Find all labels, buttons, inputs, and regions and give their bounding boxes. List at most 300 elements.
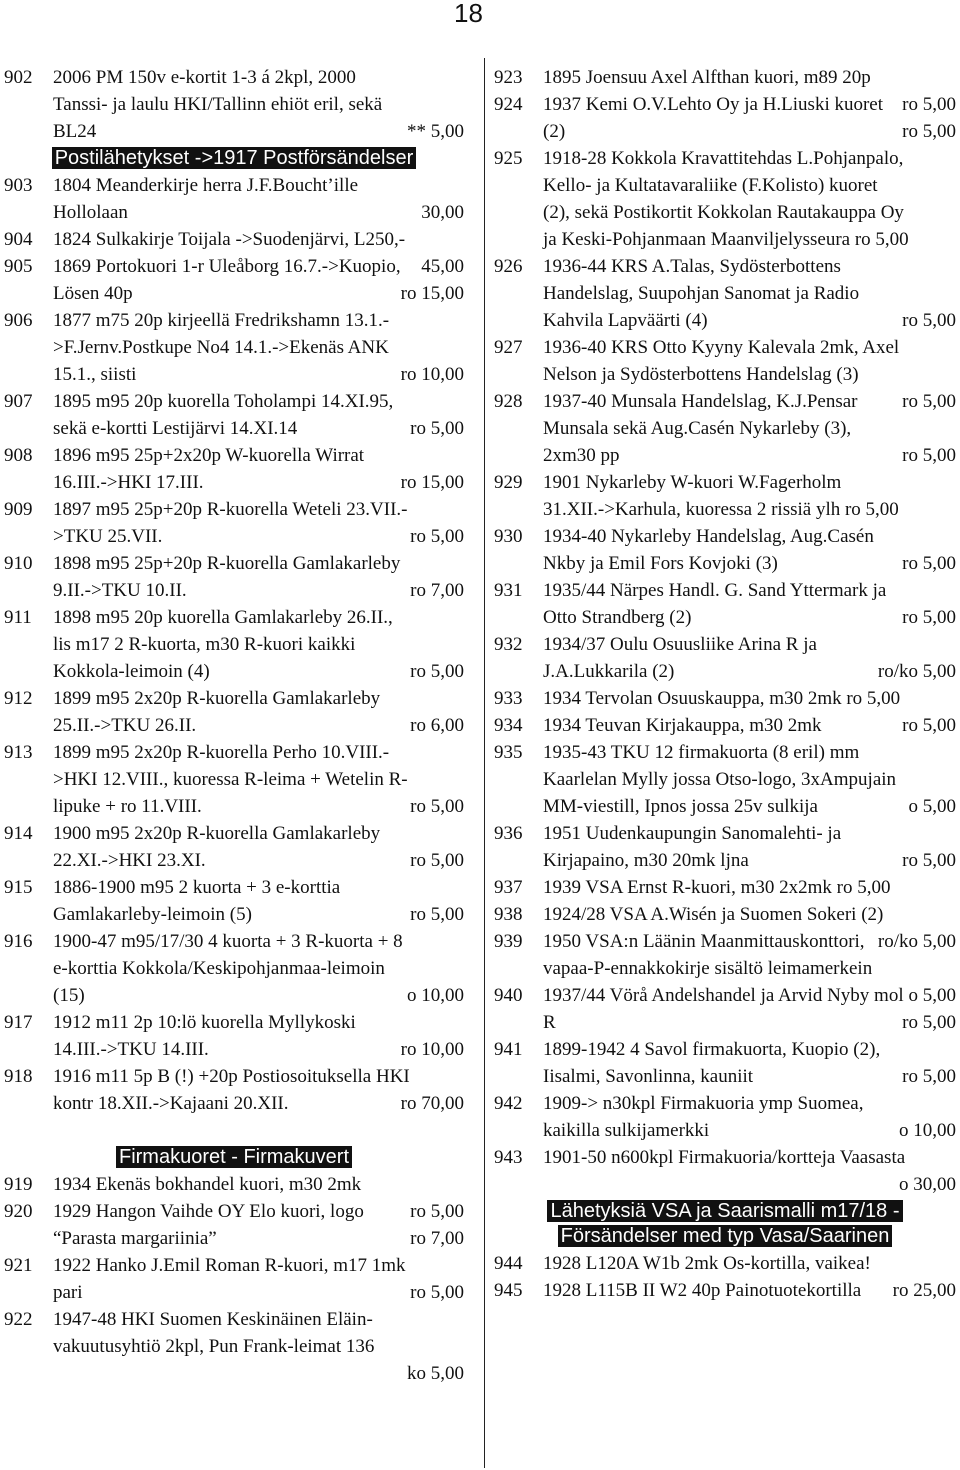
- lot-text: 1895 m95 20p kuorella Toholampi 14.XI.95,: [53, 391, 394, 412]
- section-heading-text: Lähetyksiä VSA ja Saarismalli m17/18 -: [547, 1200, 902, 1222]
- lot-text: 1886-1900 m95 2 kuorta + 3 e-korttia: [53, 877, 341, 898]
- lot-text: 1937/44 Vörå Andelshandel ja Arvid Nyby mol: [543, 985, 904, 1006]
- lot-number: 933: [494, 688, 523, 709]
- lot-number: 942: [494, 1093, 523, 1114]
- lot-number: 912: [4, 688, 33, 709]
- lot-entry: [4, 388, 464, 442]
- lot-text: 1934 Ekenäs bokhandel kuori, m30 2mk: [53, 1174, 362, 1195]
- lot-line: [53, 739, 464, 766]
- lot-text: 1899-1942 4 Savol firmakuorta, Kuopio (2),: [543, 1039, 881, 1060]
- lot-text: vakuutusyhtiö 2kpl, Pun Frank-leimat 136: [53, 1336, 375, 1357]
- lot-line: [53, 1225, 464, 1252]
- section-heading-text: Postilähetykset ->1917 Postförsändelser: [52, 147, 417, 169]
- lot-number: 926: [494, 256, 523, 277]
- lot-price: ro 5,00: [902, 607, 956, 628]
- lot-line: [543, 1144, 956, 1171]
- lot-number: 936: [494, 823, 523, 844]
- lot-line: [53, 469, 464, 496]
- lot-price: ** 5,00: [407, 121, 464, 142]
- lot-line: [53, 226, 464, 253]
- lot-line: [543, 118, 956, 145]
- lot-line: [53, 1009, 464, 1036]
- lot-line: [543, 658, 956, 685]
- lot-entry: [494, 1144, 956, 1195]
- lot-text: ja Keski-Pohjanmaan Maanviljelysseura ro 5,00: [543, 229, 909, 250]
- lot-text: 1922 Hanko J.Emil Roman R-kuori, m17 1mk: [53, 1255, 406, 1276]
- lot-text: Nkby ja Emil Fors Kovjoki (3): [543, 553, 778, 574]
- lot-line: [53, 361, 464, 388]
- lot-entry: [4, 1063, 464, 1117]
- lot-line: [53, 199, 464, 226]
- lot-price: o 5,00: [908, 796, 956, 817]
- lot-text: 1918-28 Kokkola Kravattitehdas L.Pohjanpalo,: [543, 148, 904, 169]
- lot-number: 917: [4, 1012, 33, 1033]
- lot-line: [543, 280, 956, 307]
- lot-price: o 5,00: [908, 985, 956, 1006]
- lot-line: [53, 118, 464, 145]
- lot-line: [53, 172, 464, 199]
- lot-number: 930: [494, 526, 523, 547]
- lot-entry: [494, 712, 956, 739]
- lot-text: 1900 m95 2x20p R-kuorella Gamlakarleby: [53, 823, 381, 844]
- lot-line: [543, 334, 956, 361]
- lot-line: [543, 550, 956, 577]
- lot-number: 943: [494, 1147, 523, 1168]
- lot-text: Nelson ja Sydösterbottens Handelslag (3): [543, 364, 859, 385]
- lot-entry: [494, 1036, 956, 1090]
- lot-entry: [494, 739, 956, 820]
- lot-line: [543, 388, 956, 415]
- lot-line: [543, 1277, 956, 1304]
- lot-line: [53, 550, 464, 577]
- lot-number: 909: [4, 499, 33, 520]
- lot-line: [53, 1333, 464, 1360]
- lot-price: ro 15,00: [400, 283, 464, 304]
- lot-text: 1909-> n30kpl Firmakuoria ymp Suomea,: [543, 1093, 864, 1114]
- lot-line: [543, 361, 956, 388]
- lot-number: 939: [494, 931, 523, 952]
- lot-entry: [494, 982, 956, 1036]
- lot-entry: [494, 1090, 956, 1144]
- lot-number: 937: [494, 877, 523, 898]
- lot-line: [543, 1036, 956, 1063]
- left-column: [4, 64, 464, 1387]
- lot-line: [543, 712, 956, 739]
- lot-price: ro 5,00: [410, 1201, 464, 1222]
- lot-number: 927: [494, 337, 523, 358]
- lot-line: [53, 253, 464, 280]
- lot-text: 1824 Sulkakirje Toijala ->Suodenjärvi, L250,-: [53, 229, 406, 250]
- lot-text: 1898 m95 25p+20p R-kuorella Gamlakarleby: [53, 553, 401, 574]
- lot-number: 913: [4, 742, 33, 763]
- lot-line: [53, 820, 464, 847]
- lot-number: 907: [4, 391, 33, 412]
- lot-text: Lösen 40p: [53, 283, 133, 304]
- lot-price: ro 10,00: [400, 364, 464, 385]
- lot-number: 925: [494, 148, 523, 169]
- lot-line: [53, 577, 464, 604]
- lot-entry: [4, 739, 464, 820]
- lot-text: 22.XI.->HKI 23.XI.: [53, 850, 206, 871]
- lot-text: 16.III.->HKI 17.III.: [53, 472, 204, 493]
- lot-text: 1912 m11 2p 10:lö kuorella Myllykoski: [53, 1012, 356, 1033]
- lot-line: [53, 847, 464, 874]
- lot-price: ro 7,00: [410, 580, 464, 601]
- lot-text: 1916 m11 5p B (!) +20p Postiosoituksella HKI: [53, 1066, 410, 1087]
- lot-line: [543, 307, 956, 334]
- lot-price: ro 10,00: [400, 1039, 464, 1060]
- lot-line: [53, 604, 464, 631]
- lot-text: R: [543, 1012, 556, 1033]
- lot-line: [53, 658, 464, 685]
- lot-number: 906: [4, 310, 33, 331]
- lot-text: 1896 m95 25p+2x20p W-kuorella Wirrat: [53, 445, 365, 466]
- lot-line: [543, 496, 956, 523]
- lot-line: [543, 766, 956, 793]
- lot-line: [53, 496, 464, 523]
- lot-price: ro 5,00: [410, 1282, 464, 1303]
- lot-price: ro 5,00: [410, 850, 464, 871]
- lot-entry: [4, 1009, 464, 1063]
- lot-number: 918: [4, 1066, 33, 1087]
- lot-price: ro 6,00: [410, 715, 464, 736]
- lot-text: “Parasta margariinia”: [53, 1228, 217, 1249]
- lot-number: 945: [494, 1280, 523, 1301]
- lot-line: [53, 1252, 464, 1279]
- lot-number: 910: [4, 553, 33, 574]
- lot-text: 1936-44 KRS A.Talas, Sydösterbottens: [543, 256, 841, 277]
- lot-line: [53, 982, 464, 1009]
- lot-text: 1895 Joensuu Axel Alfthan kuori, m89 20p: [543, 67, 871, 88]
- lot-text: 1934 Teuvan Kirjakauppa, m30 2mk: [543, 715, 822, 736]
- lot-number: 908: [4, 445, 33, 466]
- lot-price: ro/ko 5,00: [877, 931, 956, 952]
- lot-price: ro 5,00: [902, 553, 956, 574]
- lot-entry: [4, 928, 464, 1009]
- lot-text: 15.1., siisti: [53, 364, 137, 385]
- lot-price: ro 5,00: [410, 661, 464, 682]
- lot-text: 1924/28 VSA A.Wisén ja Suomen Sokeri (2): [543, 904, 884, 925]
- lot-price: 45,00: [421, 256, 464, 277]
- lot-text: 1929 Hangon Vaihde OY Elo kuori, logo: [53, 1201, 364, 1222]
- lot-line: [543, 847, 956, 874]
- lot-line: [543, 955, 956, 982]
- lot-text: 1950 VSA:n Läänin Maanmittauskonttori,: [543, 931, 865, 952]
- lot-line: [543, 1250, 956, 1277]
- lot-price: ro 5,00: [410, 796, 464, 817]
- lot-line: [53, 1090, 464, 1117]
- lot-entry: [494, 253, 956, 334]
- lot-price: ro 7,00: [410, 1228, 464, 1249]
- lot-text: 1937 Kemi O.V.Lehto Oy ja H.Liuski kuoret: [543, 94, 884, 115]
- lot-entry: [494, 469, 956, 523]
- lot-entry: [4, 1252, 464, 1306]
- lot-text: 1900-47 m95/17/30 4 kuorta + 3 R-kuorta + 8: [53, 931, 403, 952]
- lot-entry: [4, 1306, 464, 1384]
- lot-entry: [494, 685, 956, 712]
- lot-line: [543, 64, 956, 91]
- lot-text: 1934-40 Nykarleby Handelslag, Aug.Casén: [543, 526, 874, 547]
- lot-text: 1937-40 Munsala Handelslag, K.J.Pensar: [543, 391, 858, 412]
- lot-text: 1897 m95 25p+20p R-kuorella Weteli 23.VII.-: [53, 499, 408, 520]
- lot-text: 1936-40 KRS Otto Kyyny Kalevala 2mk, Axel: [543, 337, 900, 358]
- lot-price: ro 25,00: [892, 1280, 956, 1301]
- lot-line: [543, 982, 956, 1009]
- lot-line: [53, 793, 464, 820]
- lot-text: Kello- ja Kultatavaraliike (F.Kolisto) kuoret: [543, 175, 878, 196]
- lot-number: 904: [4, 229, 33, 250]
- lot-text: 1901-50 n600kpl Firmakuoria/kortteja Vaasasta: [543, 1147, 906, 1168]
- lot-line: [543, 1063, 956, 1090]
- lot-text: e-korttia Kokkola/Keskipohjanmaa-leimoin: [53, 958, 385, 979]
- lot-entry: [494, 631, 956, 685]
- lot-entry: [4, 1198, 464, 1252]
- lot-text: >F.Jernv.Postkupe No4 14.1.->Ekenäs ANK: [53, 337, 389, 358]
- section-heading: [4, 145, 464, 172]
- lot-number: 938: [494, 904, 523, 925]
- lot-line: [53, 334, 464, 361]
- lot-line: [543, 442, 956, 469]
- lot-text: Iisalmi, Savonlinna, kauniit: [543, 1066, 754, 1087]
- lot-number: 903: [4, 175, 33, 196]
- lot-line: [543, 91, 956, 118]
- lot-line: [543, 523, 956, 550]
- lot-entry: [4, 253, 464, 307]
- lot-entry: [494, 820, 956, 874]
- lot-text: sekä e-kortti Lestijärvi 14.XI.14: [53, 418, 298, 439]
- lot-number: 931: [494, 580, 523, 601]
- lot-price: ro 15,00: [400, 472, 464, 493]
- lot-line: [543, 172, 956, 199]
- lot-text: 25.II.->TKU 26.II.: [53, 715, 197, 736]
- lot-price: ro 5,00: [902, 1066, 956, 1087]
- lot-line: [543, 685, 956, 712]
- lot-text: >TKU 25.VII.: [53, 526, 163, 547]
- lot-line: [543, 874, 956, 901]
- lot-line: [53, 928, 464, 955]
- lot-entry: [494, 577, 956, 631]
- lot-text: 1934/37 Oulu Osuusliike Arina R ja: [543, 634, 817, 655]
- lot-price: ro 5,00: [902, 850, 956, 871]
- lot-text: 1947-48 HKI Suomen Keskinäinen Eläin-: [53, 1309, 373, 1330]
- right-column: [494, 64, 956, 1304]
- lot-line: [543, 577, 956, 604]
- lot-text: 1935-43 TKU 12 firmakuorta (8 eril) mm: [543, 742, 860, 763]
- lot-price: ro 70,00: [400, 1093, 464, 1114]
- lot-text: Hollolaan: [53, 202, 128, 223]
- lot-entry: [4, 874, 464, 928]
- lot-number: 944: [494, 1253, 523, 1274]
- lot-text: 31.XII.->Karhula, kuoressa 2 rissiä ylh ro 5,00: [543, 499, 899, 520]
- lot-text: lis m17 2 R-kuorta, m30 R-kuori kaikki: [53, 634, 356, 655]
- lot-line: [53, 523, 464, 550]
- lot-line: [53, 64, 464, 91]
- lot-number: 916: [4, 931, 33, 952]
- lot-line: [543, 631, 956, 658]
- lot-number: 935: [494, 742, 523, 763]
- lot-line: [53, 1036, 464, 1063]
- lot-line: [543, 226, 956, 253]
- lot-line: [53, 1063, 464, 1090]
- lot-line: [53, 685, 464, 712]
- lot-line: [53, 766, 464, 793]
- lot-line: [543, 469, 956, 496]
- lot-line: [543, 820, 956, 847]
- lot-number: 921: [4, 1255, 33, 1276]
- lot-number: 920: [4, 1201, 33, 1222]
- lot-line: [543, 199, 956, 226]
- lot-text: J.A.Lukkarila (2): [543, 661, 675, 682]
- lot-text: 1934 Tervolan Osuuskauppa, m30 2mk ro 5,00: [543, 688, 901, 709]
- section-heading: [4, 1144, 464, 1171]
- lot-text: Otto Strandberg (2): [543, 607, 692, 628]
- lot-line: [53, 1198, 464, 1225]
- lot-text: 9.II.->TKU 10.II.: [53, 580, 187, 601]
- lot-line: [53, 415, 464, 442]
- section-gap: [4, 1117, 464, 1144]
- lot-entry: [4, 172, 464, 226]
- lot-entry: [494, 523, 956, 577]
- lot-entry: [4, 550, 464, 604]
- lot-line: [543, 1009, 956, 1036]
- lot-text: kaikilla sulkijamerkki: [543, 1120, 710, 1141]
- lot-price: ro 5,00: [902, 445, 956, 466]
- lot-number: 914: [4, 823, 33, 844]
- lot-number: 934: [494, 715, 523, 736]
- lot-price: ro 5,00: [902, 94, 956, 115]
- lot-line: [53, 442, 464, 469]
- lot-line: [543, 253, 956, 280]
- lot-number: 919: [4, 1174, 33, 1195]
- lot-text: (2), sekä Postikortit Kokkolan Rautakauppa Oy: [543, 202, 904, 223]
- lot-text: vapaa-P-ennakkokirje sisältö leimamerkein: [543, 958, 873, 979]
- lot-line: [543, 739, 956, 766]
- lot-number: 915: [4, 877, 33, 898]
- lot-number: 940: [494, 985, 523, 1006]
- lot-entry: [4, 604, 464, 685]
- lot-text: 14.III.->TKU 14.III.: [53, 1039, 209, 1060]
- lot-line: [53, 901, 464, 928]
- lot-number: 911: [4, 607, 32, 628]
- lot-text: 1877 m75 20p kirjeellä Fredrikshamn 13.1.-: [53, 310, 390, 331]
- lot-number: 902: [4, 67, 33, 88]
- lot-number: 932: [494, 634, 523, 655]
- lot-line: [53, 280, 464, 307]
- lot-line: [543, 1117, 956, 1144]
- lot-text: pari: [53, 1282, 83, 1303]
- lot-entry: [4, 820, 464, 874]
- lot-price: ro 5,00: [902, 1012, 956, 1033]
- lot-text: 1804 Meanderkirje herra J.F.Boucht’ille: [53, 175, 359, 196]
- lot-number: 924: [494, 94, 523, 115]
- lot-line: [53, 388, 464, 415]
- lot-text: >HKI 12.VIII., kuoressa R-leima + Wetelin R-: [53, 769, 408, 790]
- lot-line: [53, 91, 464, 118]
- lot-text: 1951 Uudenkaupungin Sanomalehti- ja: [543, 823, 842, 844]
- lot-text: 1901 Nykarleby W-kuori W.Fagerholm: [543, 472, 842, 493]
- lot-price: 30,00: [421, 202, 464, 223]
- lot-text: Tanssi- ja laulu HKI/Tallinn ehiöt eril, sekä: [53, 94, 383, 115]
- lot-entry: [4, 685, 464, 739]
- lot-line: [543, 793, 956, 820]
- lot-text: 1928 L115B II W2 40p Painotuotekortilla: [543, 1280, 862, 1301]
- lot-text: kontr 18.XII.->Kajaani 20.XII.: [53, 1093, 289, 1114]
- lot-text: Handelslag, Suupohjan Sanomat ja Radio: [543, 283, 860, 304]
- lot-line: [543, 145, 956, 172]
- lot-text: 1928 L120A W1b 2mk Os-kortilla, vaikea!: [543, 1253, 871, 1274]
- lot-line: [53, 307, 464, 334]
- lot-entry: [4, 496, 464, 550]
- lot-entry: [4, 64, 464, 145]
- lot-text: 1899 m95 2x20p R-kuorella Gamlakarleby: [53, 688, 381, 709]
- lot-price: o 10,00: [899, 1120, 956, 1141]
- lot-line: [53, 874, 464, 901]
- lot-entry: [4, 442, 464, 496]
- lot-price: ro/ko 5,00: [877, 661, 956, 682]
- lot-number: 928: [494, 391, 523, 412]
- lot-line: [53, 712, 464, 739]
- lot-entry: [494, 91, 956, 145]
- lot-text: 1935/44 Närpes Handl. G. Sand Yttermark ja: [543, 580, 887, 601]
- lot-text: 1869 Portokuori 1-r Uleåborg 16.7.->Kuopio,: [53, 256, 401, 277]
- lot-line: [53, 1306, 464, 1333]
- lot-price: o 10,00: [407, 985, 464, 1006]
- lot-number: 923: [494, 67, 523, 88]
- column-divider: [484, 58, 485, 1468]
- lot-line: [53, 1171, 464, 1198]
- lot-line: [543, 928, 956, 955]
- lot-number: 941: [494, 1039, 523, 1060]
- lot-price: ro 5,00: [902, 391, 956, 412]
- lot-number: 922: [4, 1309, 33, 1330]
- lot-line: [53, 1279, 464, 1306]
- lot-entry: [494, 874, 956, 901]
- lot-price: ro 5,00: [410, 904, 464, 925]
- lot-price: o 30,00: [899, 1174, 956, 1195]
- lot-price: ro 5,00: [902, 121, 956, 142]
- section-gap: [494, 1171, 956, 1198]
- lot-text: Gamlakarleby-leimoin (5): [53, 904, 252, 925]
- lot-text: Kirjapaino, m30 20mk ljna: [543, 850, 749, 871]
- lot-text: Kokkola-leimoin (4): [53, 661, 210, 682]
- lot-price: ro 5,00: [410, 418, 464, 439]
- lot-price: ro 5,00: [902, 310, 956, 331]
- lot-text: 1899 m95 2x20p R-kuorella Perho 10.VIII.-: [53, 742, 390, 763]
- lot-text: (15): [53, 985, 85, 1006]
- lot-price: ko 5,00: [407, 1363, 464, 1384]
- lot-entry: [494, 145, 956, 253]
- lot-text: BL24: [53, 121, 97, 142]
- lot-text: (2): [543, 121, 566, 142]
- lot-text: 1939 VSA Ernst R-kuori, m30 2x2mk ro 5,00: [543, 877, 891, 898]
- lot-line: [53, 631, 464, 658]
- lot-text: Kahvila Lapväärti (4): [543, 310, 708, 331]
- lot-text: 2006 PM 150v e-kortit 1-3 á 2kpl, 2000: [53, 67, 356, 88]
- lot-line: [543, 415, 956, 442]
- lot-text: lipuke + ro 11.VIII.: [53, 796, 202, 817]
- lot-entry: [494, 388, 956, 469]
- lot-text: MM-viestill, Ipnos jossa 25v sulkija: [543, 796, 818, 817]
- section-heading-text: Firmakuoret - Firmakuvert: [116, 1146, 352, 1168]
- lot-number: 905: [4, 256, 33, 277]
- lot-text: 2xm30 pp: [543, 445, 620, 466]
- lot-price: ro 5,00: [410, 526, 464, 547]
- page-number: 18: [454, 0, 483, 28]
- lot-price: ro 5,00: [902, 715, 956, 736]
- lot-entry: [4, 307, 464, 388]
- lot-line: [543, 1090, 956, 1117]
- lot-line: [543, 901, 956, 928]
